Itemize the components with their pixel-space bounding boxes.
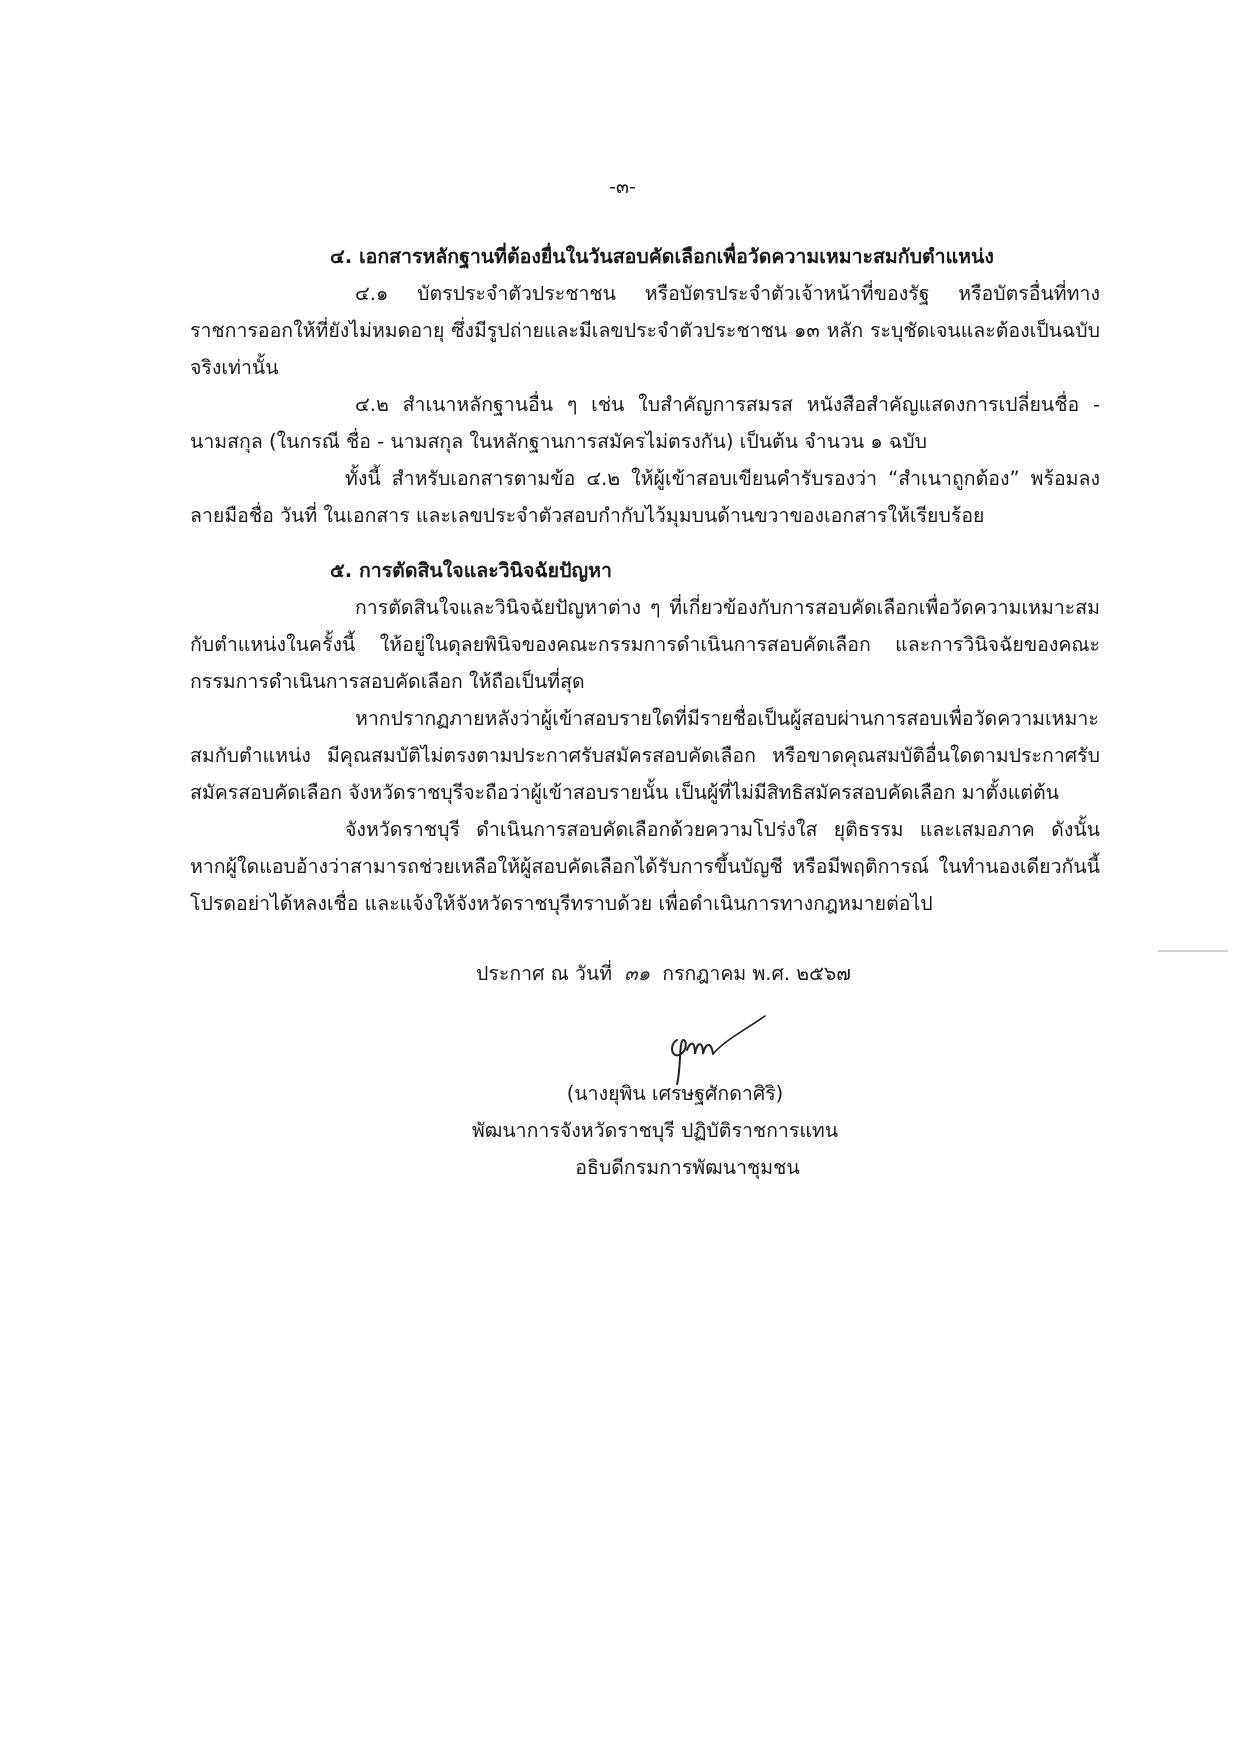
announcement-suffix: กรกฎาคม พ.ศ. ๒๕๖๗ [662,962,851,985]
section-5-paragraph-1: การตัดสินใจและวินิจฉัยปัญหาต่าง ๆ ที่เกี่ยวข้องกับการสอบคัดเลือกเพื่อวัดความเหมาะสมกับตำแหน่งในครั้งนี้ ให้อยู่ในดุลยพินิจของคณะกรรมการดำเนินการสอบคัดเลือก และการวินิจฉัยของคณะกรรมการดำเนินการสอบคัดเลือก ให้ถือเป็นที่สุด [190,596,1100,693]
document-body [190,238,1100,922]
signatory-position: พัฒนาการจังหวัดราชบุรี ปฏิบัติราชการแทน [471,1119,839,1142]
section-5-paragraph-2: หากปรากฏภายหลังว่าผู้เข้าสอบรายใดที่มีรายชื่อเป็นผู้สอบผ่านการสอบเพื่อวัดความเหมาะสมกับตำแหน่ง มีคุณสมบัติไม่ตรงตามประกาศรับสมัครสอบคัดเลือก หรือขาดคุณสมบัติอื่นใดตามประกาศรับสมัครสอบคัดเลือก จังหวัดราชบุรีจะถือว่าผู้เข้าสอบรายนั้น เป็นผู้ที่ไม่มีสิทธิสมัครสอบคัดเลือก มาตั้งแต่ต้น [190,707,1100,804]
announcement-prefix: ประกาศ ณ วันที่ [476,962,613,985]
scan-artifact-line [1158,950,1228,952]
page-number: -๓- [609,176,636,198]
section-5-paragraph-3: จังหวัดราชบุรี ดำเนินการสอบคัดเลือกด้วยความโปร่งใส ยุติธรรม และเสมอภาค ดังนั้น หากผู้ใดแอบอ้างว่าสามารถช่วยเหลือให้ผู้สอบคัดเลือกได้รับการขึ้นบัญชี หรือมีพฤติการณ์ ในทำนองเดียวกันนี้ โปรดอย่าได้หลงเชื่อ และแจ้งให้จังหวัดราชบุรีทราบด้วย เพื่อดำเนินการทางกฎหมายต่อไป [190,818,1100,915]
signature-block [0,1075,1245,1186]
section-4-heading: ๔. เอกสารหลักฐานที่ต้องยื่นในวันสอบคัดเลือกเพื่อวัดความเหมาะสมกับตำแหน่ง [330,245,994,268]
section-gap [190,534,1100,552]
announcement-date-line [476,958,851,989]
section-5-heading: ๕. การตัดสินใจและวินิจฉัยปัญหา [330,559,612,582]
section-4-2-paragraph: ๔.๒ สำเนาหลักฐานอื่น ๆ เช่น ใบสำคัญการสมรส หนังสือสำคัญแสดงการเปลี่ยนชื่อ - นามสกุล (ในกรณี ชื่อ - นามสกุล ในหลักฐานการสมัครไม่ตรงกัน) เป็นต้น จำนวน ๑ ฉบับ [190,393,1100,453]
section-4-note-paragraph: ทั้งนี้ สำหรับเอกสารตามข้อ ๔.๒ ให้ผู้เข้าสอบเขียนคำรับรองว่า “สำเนาถูกต้อง” พร้อมลงลายมือชื่อ วันที่ ในเอกสาร และเลขประจำตัวสอบกำกับไว้มุมบนด้านขวาของเอกสารให้เรียบร้อย [190,467,1100,527]
announcement-day-handwritten: ๓๑ [624,962,651,985]
signatory-name: (นางยุพิน เศรษฐศักดาศิริ) [566,1082,784,1105]
section-4-1-paragraph: ๔.๑ บัตรประจำตัวประชาชน หรือบัตรประจำตัวเจ้าหน้าที่ของรัฐ หรือบัตรอื่นที่ทางราชการออกให้ที่ยังไม่หมดอายุ ซึ่งมีรูปถ่ายและมีเลขประจำตัวประชาชน ๑๓ หลัก ระบุชัดเจนและต้องเป็นฉบับจริงเท่านั้น [190,282,1100,379]
signatory-on-behalf-of: อธิบดีกรมการพัฒนาชุมชน [575,1156,800,1179]
